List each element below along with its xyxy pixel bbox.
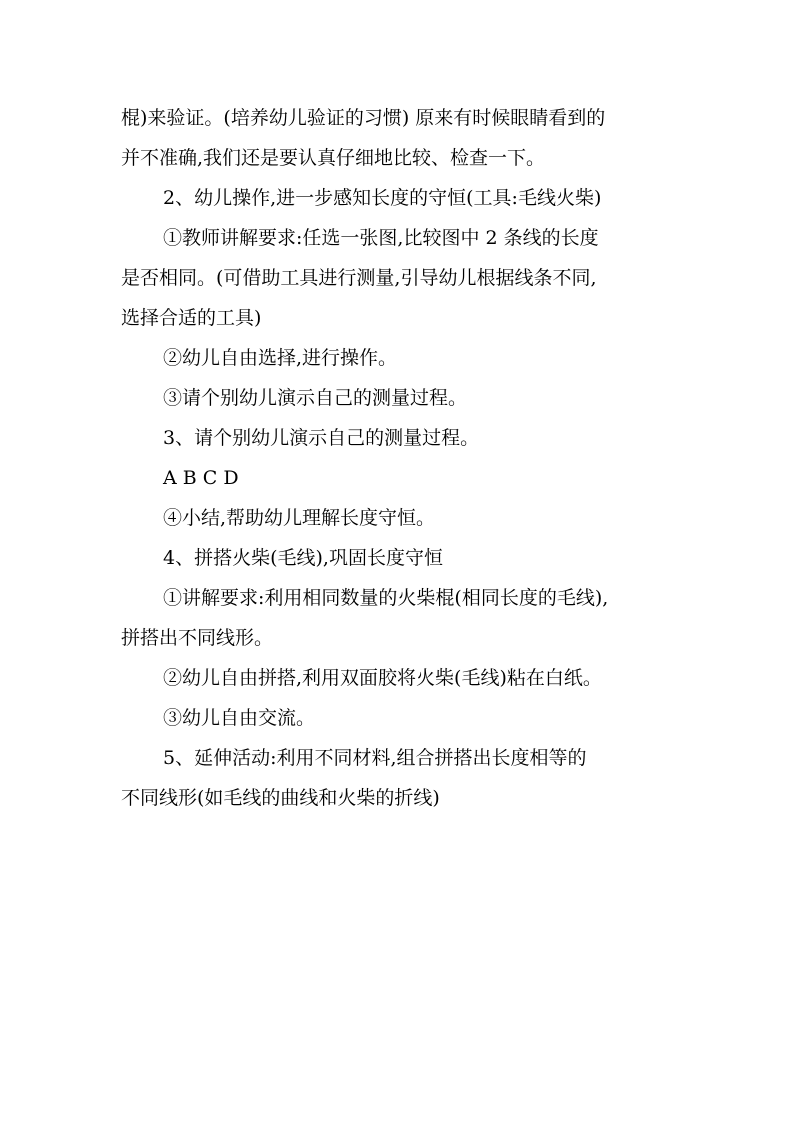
- text-line-18: 不同线形(如毛线的曲线和火柴的折线): [121, 787, 440, 809]
- text-line-5: 是否相同。(可借助工具进行测量,引导幼儿根据线条不同,: [121, 267, 597, 289]
- section-heading-2: 2、幼儿操作,进一步感知长度的守恒(工具:毛线火柴): [163, 187, 602, 209]
- section-heading-4: 4、拼搭火柴(毛线),巩固长度守恒: [163, 547, 443, 569]
- text-line-11: ④小结,帮助幼儿理解长度守恒。: [163, 507, 436, 529]
- text-line-14: 拼搭出不同线形。: [121, 627, 274, 649]
- text-line-7: ②幼儿自由选择,进行操作。: [163, 347, 398, 369]
- text-line-10: A B C D: [163, 467, 239, 489]
- text-line-13: ①讲解要求:利用相同数量的火柴棍(相同长度的毛线),: [163, 587, 609, 609]
- text-line-4: ①教师讲解要求:任选一张图,比较图中 2 条线的长度: [163, 227, 599, 249]
- section-heading-3: 3、请个别幼儿演示自己的测量过程。: [163, 427, 480, 449]
- text-line-1: 棍)来验证。(培养幼儿验证的习惯) 原来有时候眼睛看到的: [121, 107, 606, 129]
- text-line-8: ③请个别幼儿演示自己的测量过程。: [163, 387, 468, 409]
- text-line-6: 选择合适的工具): [121, 307, 262, 329]
- text-line-2: 并不准确,我们还是要认真仔细地比较、检查一下。: [121, 147, 546, 169]
- text-line-16: ③幼儿自由交流。: [163, 707, 316, 729]
- section-heading-5: 5、延伸活动:利用不同材料,组合拼搭出长度相等的: [163, 747, 587, 769]
- document-body: [121, 98, 681, 818]
- text-line-15: ②幼儿自由拼搭,利用双面胶将火柴(毛线)粘在白纸。: [163, 667, 602, 689]
